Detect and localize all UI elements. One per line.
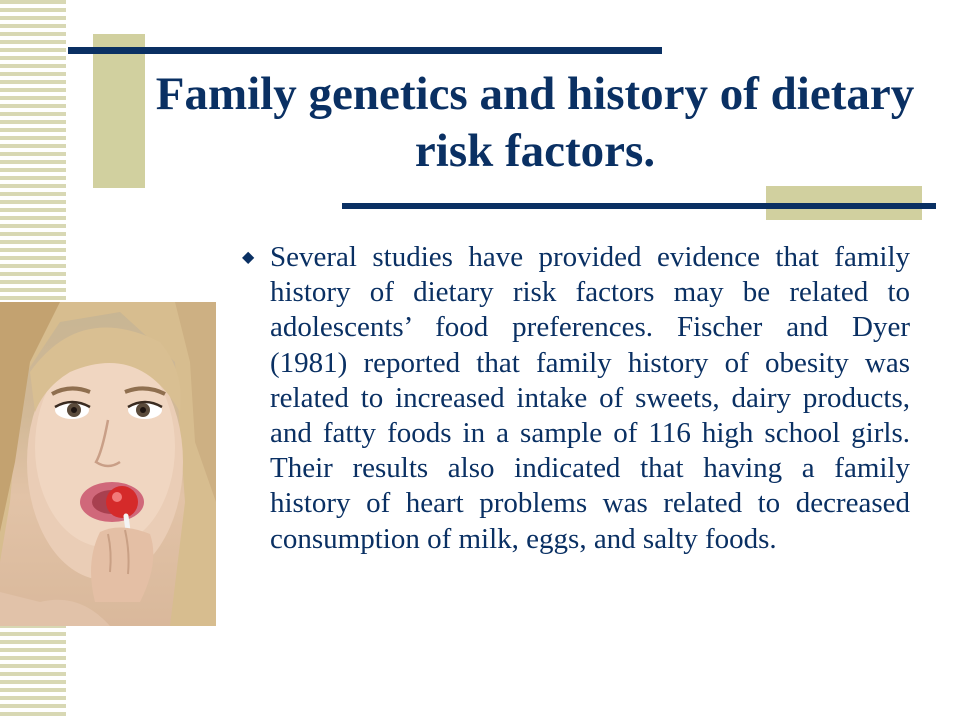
slide-body-text: Several studies have provided evidence that family history of dietary risk factors may be related to adolescents’ food preferences. Fischer and Dyer (1981) reported that family history of obesity was related to increased intake of sweets, dairy products, and fatty foods in a sample of 116 high school girls. Their results also indicated that having a family history of heart problems was related to decreased consumption of milk, eggs, and salty foods. xyxy=(270,241,910,555)
slide-title: Family genetics and history of dietary risk factors. xyxy=(155,68,915,177)
decorative-olive-block-left xyxy=(93,34,145,188)
bullet-diamond-icon: ◆ xyxy=(242,249,255,266)
decorative-line-top xyxy=(68,47,662,54)
decorative-line-bottom xyxy=(342,203,936,209)
girl-with-lollipop-photo xyxy=(0,302,216,626)
